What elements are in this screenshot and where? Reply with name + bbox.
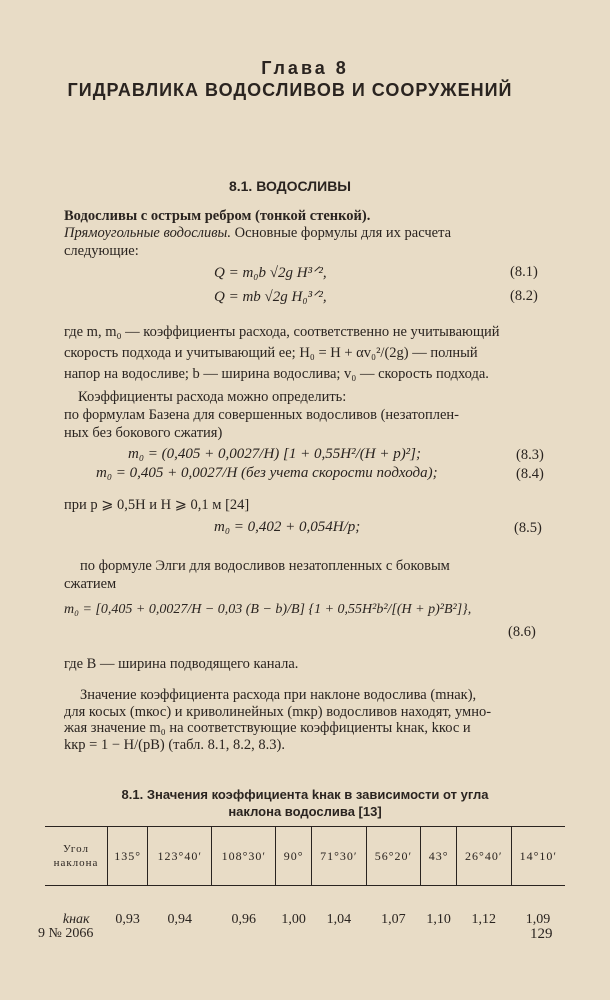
elgi-line-2: сжатием xyxy=(64,576,117,592)
explanation-line-3: напор на водосливе; b — ширина водослива; v₀ — скорость подхода. xyxy=(64,366,489,382)
incline-line-2: для косых (mкос) и криволинейных (mкр) водосливов находят, умно- xyxy=(64,704,492,720)
table-cell: 1,00 xyxy=(281,912,306,927)
incline-line-1: Значение коэффициента расхода при наклоне водослива (mнак), xyxy=(80,687,477,703)
explanation-line-1: где m, m₀ — коэффициенты расхода, соответственно не учитывающий xyxy=(64,324,500,340)
intro-italic: Прямоугольные водосливы. xyxy=(64,225,231,241)
table-cell: 1,07 xyxy=(381,912,406,927)
signature-mark: 9 № 2066 xyxy=(38,926,94,941)
equation-number-8-1: (8.1) xyxy=(510,264,538,280)
subsection-title: Водосливы с острым ребром (тонкой стенкой). xyxy=(64,208,371,224)
header-angle: 71°30′ xyxy=(312,827,367,886)
table-header-row xyxy=(45,827,565,886)
equation-8-6: m₀ = [0,405 + 0,0027/H − 0,03 (B − b)/B] {1 + 0,55H²b²/[(H + p)²B²]}, xyxy=(64,602,472,617)
page-number: 129 xyxy=(530,926,553,942)
section-title: 8.1. ВОДОСЛИВЫ xyxy=(228,178,352,194)
table-cell: 1,04 xyxy=(326,912,352,927)
elgi-line-1: по формуле Элги для водосливов незатопленных с боковым xyxy=(80,558,450,574)
header-angle: 90° xyxy=(276,827,312,886)
table-cell: 1,12 xyxy=(471,912,497,927)
equation-number-8-2: (8.2) xyxy=(510,288,538,304)
condition: при p ⩾ 0,5H и H ⩾ 0,1 м [24] xyxy=(64,497,250,513)
header-angle: 26°40′ xyxy=(456,827,511,886)
equation-number-8-3: (8.3) xyxy=(516,447,544,463)
coef-line-1: Коэффициенты расхода можно определить: xyxy=(78,389,347,405)
header-angle-label: Угол наклона xyxy=(45,827,108,886)
intro-text: Основные формулы для их расчета xyxy=(230,225,452,241)
header-angle: 43° xyxy=(421,827,457,886)
coef-line-3: ных без бокового сжатия) xyxy=(64,425,223,441)
incline-coefficient-table xyxy=(45,826,565,941)
header-angle: 56°20′ xyxy=(366,827,421,886)
coef-line-2: по формулам Базена для совершенных водосливов (незатоплен- xyxy=(64,407,459,423)
table-caption-line-2: наклона водослива [13] xyxy=(228,804,382,819)
header-angle: 135° xyxy=(108,827,148,886)
equation-8-3: m₀ = (0,405 + 0,0027/H) [1 + 0,55H²/(H + p)²]; xyxy=(128,446,422,462)
intro-line-1 xyxy=(64,224,451,242)
b-definition: где B — ширина подводящего канала. xyxy=(64,656,299,672)
table-cell: 0,96 xyxy=(231,912,257,927)
table-cell: 1,10 xyxy=(426,912,451,927)
equation-8-5: m₀ = 0,402 + 0,054H/p; xyxy=(214,519,361,535)
incline-line-3: жая значение m₀ на соответствующие коэффициенты kнак, kкос и xyxy=(64,720,471,736)
chapter-title: ГИДРАВЛИКА ВОДОСЛИВОВ И СООРУЖЕНИЙ xyxy=(67,80,513,100)
equation-8-4: m₀ = 0,405 + 0,0027/H (без учета скорости подхода); xyxy=(96,465,438,481)
header-angle: 14°10′ xyxy=(511,827,565,886)
equation-number-8-6: (8.6) xyxy=(508,624,536,640)
table-row xyxy=(45,886,565,942)
incline-line-4: kкр = 1 − H/(pB) (табл. 8.1, 8.2, 8.3). xyxy=(64,737,285,753)
table-cell: 1,09 xyxy=(525,912,551,927)
header-angle: 108°30′ xyxy=(212,827,276,886)
equation-8-1: Q = m₀b √2g H³ᐟ², xyxy=(214,265,327,281)
table-caption xyxy=(40,786,570,820)
table-caption-line-1: 8.1. Значения коэффициента kнак в зависимости от угла xyxy=(121,787,489,802)
equation-number-8-5: (8.5) xyxy=(514,520,542,536)
equation-8-2: Q = mb √2g H₀³ᐟ², xyxy=(214,289,327,305)
row-label: kнак xyxy=(62,912,90,927)
equation-number-8-4: (8.4) xyxy=(516,466,544,482)
intro-line-2: следующие: xyxy=(64,243,139,259)
header-angle: 123°40′ xyxy=(148,827,212,886)
chapter-number: Глава 8 xyxy=(261,58,349,78)
table-cell: 0,94 xyxy=(167,912,192,927)
table-cell: 0,93 xyxy=(115,912,140,927)
explanation-line-2: скорость подхода и учитывающий ее; H₀ = H + αv₀²/(2g) — полный xyxy=(64,345,478,361)
